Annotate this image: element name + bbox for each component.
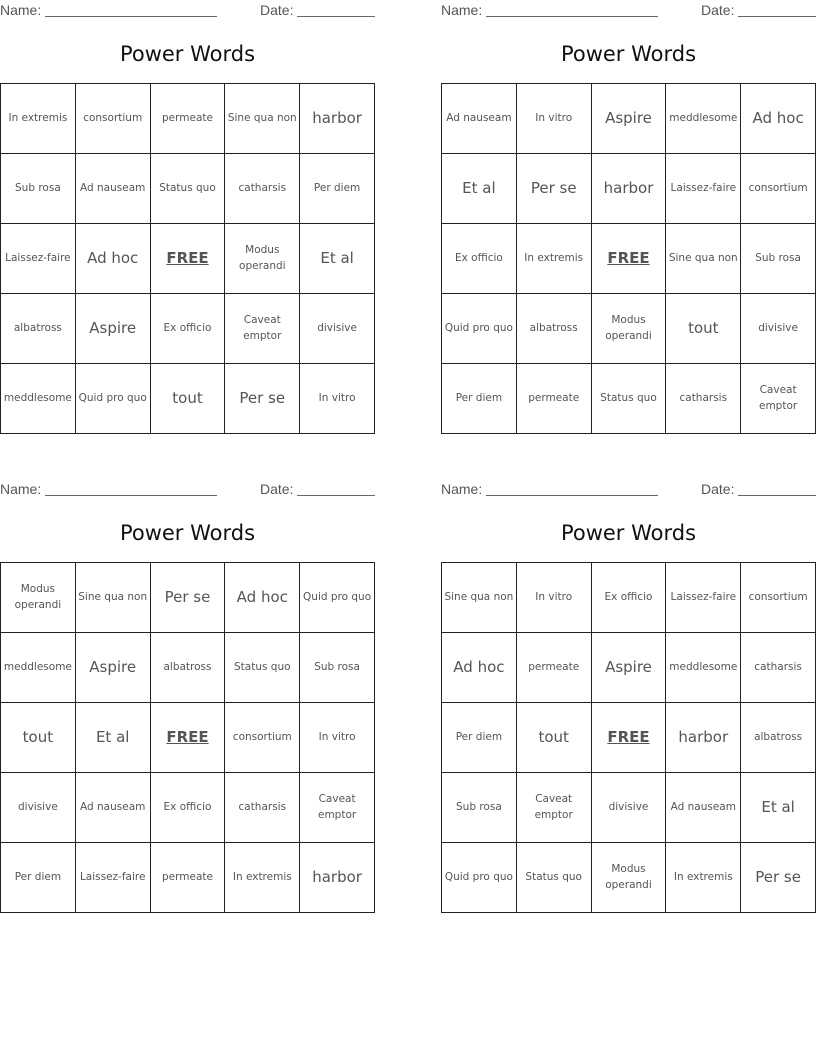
bingo-cell: Laissez-faire [666,563,741,633]
bingo-cell: catharsis [225,154,300,224]
bingo-cell: albatross [151,633,226,703]
bingo-cell: Et al [741,773,816,843]
bingo-cell: In extremis [1,84,76,154]
bingo-grid [441,562,816,913]
bingo-cell: Per se [517,154,592,224]
bingo-cell: permeate [151,84,226,154]
bingo-cell: Status quo [225,633,300,703]
bingo-cell: Caveat emptor [300,773,375,843]
bingo-cell: Modus operandi [225,224,300,294]
bingo-cell: Sine qua non [442,563,517,633]
bingo-cell: In vitro [300,364,375,434]
bingo-cell: Ad hoc [76,224,151,294]
bingo-cell: Status quo [517,843,592,913]
bingo-cell: Quid pro quo [442,294,517,364]
bingo-cell: permeate [151,843,226,913]
date-label: Date: [701,2,735,18]
bingo-cell: Sub rosa [300,633,375,703]
date-line [297,495,375,496]
name-label: Name: [441,481,483,497]
bingo-cell: Caveat emptor [225,294,300,364]
bingo-cell: Modus operandi [592,843,667,913]
bingo-cell: Laissez-faire [666,154,741,224]
bingo-cell: divisive [300,294,375,364]
bingo-cell: Sub rosa [442,773,517,843]
bingo-cell: Et al [76,703,151,773]
bingo-cell: catharsis [666,364,741,434]
bingo-cell: Aspire [76,633,151,703]
bingo-cell: Ad hoc [225,563,300,633]
card-title: Power Words [119,521,256,545]
bingo-grid [0,562,375,913]
bingo-cell: consortium [225,703,300,773]
bingo-cell: harbor [592,154,667,224]
bingo-cell: meddlesome [666,84,741,154]
card-title: Power Words [560,521,697,545]
bingo-cell: Aspire [592,84,667,154]
bingo-cell: Status quo [592,364,667,434]
name-label: Name: [441,2,483,18]
date-label: Date: [701,481,735,497]
bingo-cell: Sine qua non [225,84,300,154]
name-label: Name: [0,2,42,18]
bingo-cell: Ad nauseam [442,84,517,154]
bingo-cell: divisive [741,294,816,364]
bingo-cell: Status quo [151,154,226,224]
bingo-cell: albatross [1,294,76,364]
date-line [738,16,816,17]
bingo-cell: Sub rosa [1,154,76,224]
bingo-cell: tout [1,703,76,773]
bingo-cell: In vitro [517,84,592,154]
bingo-cell: Et al [442,154,517,224]
name-line [45,495,217,496]
card-header [441,481,816,499]
bingo-cell: tout [517,703,592,773]
bingo-cell: Ad nauseam [666,773,741,843]
free-cell: FREE [592,224,667,294]
bingo-cell: consortium [741,154,816,224]
bingo-cell: In vitro [300,703,375,773]
bingo-cell: Quid pro quo [300,563,375,633]
bingo-grid [0,83,375,434]
card-title: Power Words [560,42,697,66]
bingo-cell: Sine qua non [76,563,151,633]
bingo-cell: harbor [666,703,741,773]
bingo-cell: Modus operandi [592,294,667,364]
bingo-cell: Aspire [592,633,667,703]
bingo-cell: Per se [151,563,226,633]
name-label: Name: [0,481,42,497]
card-header [441,2,816,20]
bingo-cell: Per diem [300,154,375,224]
bingo-cell: Sine qua non [666,224,741,294]
bingo-cell: Caveat emptor [741,364,816,434]
bingo-cell: consortium [76,84,151,154]
bingo-cell: Ad nauseam [76,773,151,843]
bingo-cell: harbor [300,843,375,913]
bingo-cell: Ex officio [442,224,517,294]
bingo-cell: divisive [592,773,667,843]
bingo-cell: tout [666,294,741,364]
free-cell: FREE [592,703,667,773]
bingo-cell: Ex officio [151,773,226,843]
bingo-cell: Laissez-faire [1,224,76,294]
bingo-cell: catharsis [741,633,816,703]
bingo-cell: catharsis [225,773,300,843]
bingo-cell: In extremis [666,843,741,913]
bingo-cell: Modus operandi [1,563,76,633]
name-line [45,16,217,17]
bingo-cell: Per se [741,843,816,913]
bingo-cell: In extremis [225,843,300,913]
bingo-cell: permeate [517,633,592,703]
free-cell: FREE [151,703,226,773]
bingo-cell: Quid pro quo [76,364,151,434]
bingo-cell: Ad hoc [741,84,816,154]
bingo-cell: permeate [517,364,592,434]
bingo-cell: meddlesome [666,633,741,703]
bingo-cell: harbor [300,84,375,154]
date-line [297,16,375,17]
bingo-cell: divisive [1,773,76,843]
bingo-cell: Et al [300,224,375,294]
bingo-cell: Ad nauseam [76,154,151,224]
bingo-cell: tout [151,364,226,434]
card-title: Power Words [119,42,256,66]
card-header [0,481,375,499]
bingo-cell: Quid pro quo [442,843,517,913]
bingo-cell: Per diem [442,364,517,434]
bingo-cell: Ad hoc [442,633,517,703]
bingo-cell: In extremis [517,224,592,294]
bingo-cell: albatross [517,294,592,364]
bingo-cell: Per diem [1,843,76,913]
date-label: Date: [260,481,294,497]
bingo-cell: Aspire [76,294,151,364]
name-line [486,495,658,496]
bingo-cell: Caveat emptor [517,773,592,843]
bingo-cell: Per diem [442,703,517,773]
bingo-cell: meddlesome [1,633,76,703]
name-line [486,16,658,17]
bingo-cell: Ex officio [592,563,667,633]
bingo-cell: In vitro [517,563,592,633]
date-line [738,495,816,496]
bingo-cell: meddlesome [1,364,76,434]
bingo-cell: Ex officio [151,294,226,364]
bingo-cell: Per se [225,364,300,434]
bingo-grid [441,83,816,434]
card-header [0,2,375,20]
date-label: Date: [260,2,294,18]
bingo-cell: consortium [741,563,816,633]
free-cell: FREE [151,224,226,294]
bingo-cell: Sub rosa [741,224,816,294]
bingo-cell: albatross [741,703,816,773]
bingo-cell: Laissez-faire [76,843,151,913]
